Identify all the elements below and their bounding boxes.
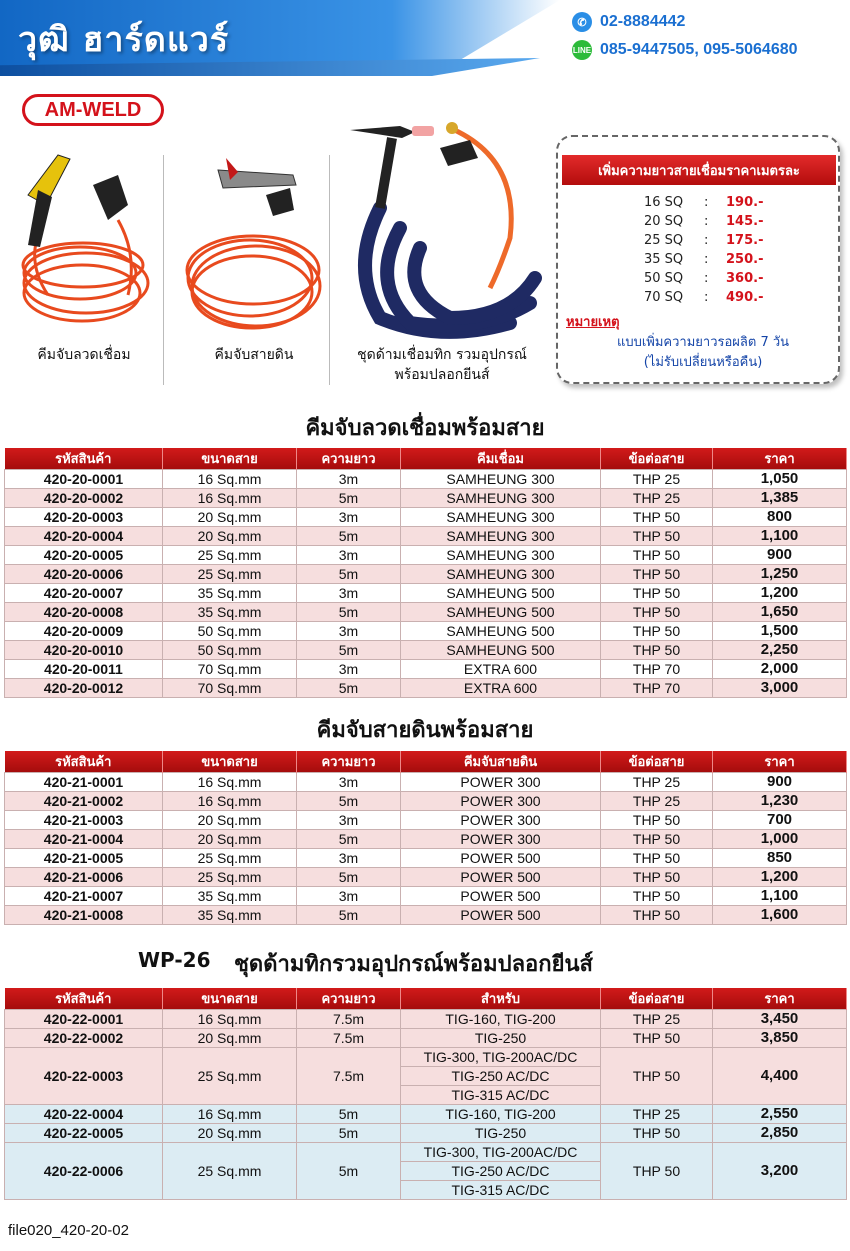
cell-price: 3,000 [713, 679, 847, 698]
cell-price: 1,000 [713, 830, 847, 849]
table-row [5, 830, 847, 849]
cell-price: 1,600 [713, 906, 847, 925]
cell-product-code: 420-21-0001 [5, 773, 163, 792]
cell-connector: THP 50 [601, 546, 713, 565]
extension-price-row [644, 233, 786, 248]
product-caption-ground-clamp: คีมจับสายดิน [214, 347, 294, 363]
extension-price-box [556, 135, 840, 384]
cell-product-code: 420-20-0002 [5, 489, 163, 508]
table-header-row [5, 988, 847, 1010]
cell-price: 900 [713, 773, 847, 792]
cell-product-code: 420-20-0001 [5, 470, 163, 489]
cell-cable-length: 5m [297, 1143, 401, 1200]
note-line1: แบบเพิ่มความยาวรอผลิต 7 วัน [616, 335, 790, 350]
column-header-connector: ข้อต่อสาย [601, 988, 713, 1010]
divider [329, 155, 330, 385]
column-header-product-code: รหัสสินค้า [5, 751, 163, 773]
cell-cable-size: 70 Sq.mm [163, 679, 297, 698]
cell-product-code: 420-22-0004 [5, 1105, 163, 1124]
cell-model: EXTRA 600 [401, 679, 601, 698]
price-per-meter: 490.- [726, 290, 764, 305]
cell-price: 2,250 [713, 641, 847, 660]
cell-price: 1,200 [713, 868, 847, 887]
cell-product-code: 420-22-0003 [5, 1048, 163, 1105]
cell-product-code: 420-20-0003 [5, 508, 163, 527]
cell-price: 2,550 [713, 1105, 847, 1124]
cell-cable-size: 25 Sq.mm [163, 565, 297, 584]
product-caption-tig-torch-line1: ชุดด้ามเชื่อมทิก รวมอุปกรณ์ [357, 347, 527, 363]
cell-price: 1,100 [713, 887, 847, 906]
cell-cable-size: 25 Sq.mm [163, 868, 297, 887]
extension-price-title: เพิ่มความยาวสายเชื่อมราคาเมตรละ [562, 155, 836, 185]
cell-cable-size: 16 Sq.mm [163, 1105, 297, 1124]
cell-product-code: 420-22-0002 [5, 1029, 163, 1048]
cell-cable-length: 7.5m [297, 1010, 401, 1029]
separator: : [704, 290, 709, 305]
cell-model: TIG-315 AC/DC [401, 1181, 601, 1200]
cell-price: 900 [713, 546, 847, 565]
table-row [5, 887, 847, 906]
cell-product-code: 420-22-0006 [5, 1143, 163, 1200]
column-header-cable-size: ขนาดสาย [163, 751, 297, 773]
table-row [5, 565, 847, 584]
column-header-cable-length: ความยาว [297, 751, 401, 773]
cell-cable-size: 70 Sq.mm [163, 660, 297, 679]
note-line2: (ไม่รับเปลี่ยนหรือคืน) [643, 355, 763, 370]
cell-price: 1,200 [713, 584, 847, 603]
cell-price: 3,850 [713, 1029, 847, 1048]
cell-cable-size: 20 Sq.mm [163, 1029, 297, 1048]
cell-model: TIG-160, TIG-200 [401, 1105, 601, 1124]
cell-cable-length: 5m [297, 603, 401, 622]
cell-price: 850 [713, 849, 847, 868]
note-title: หมายเหตุ [566, 315, 620, 330]
cell-connector: THP 50 [601, 584, 713, 603]
cell-cable-length: 5m [297, 527, 401, 546]
column-header-cable-length: ความยาว [297, 988, 401, 1010]
table-header-row [5, 448, 847, 470]
cell-cable-size: 25 Sq.mm [163, 546, 297, 565]
price-per-meter: 145.- [726, 214, 764, 229]
phone-number[interactable]: 02-8884442 [600, 13, 686, 30]
cell-model: SAMHEUNG 300 [401, 470, 601, 489]
cell-connector: THP 25 [601, 489, 713, 508]
cell-model: TIG-250 AC/DC [401, 1067, 601, 1086]
cell-cable-size: 20 Sq.mm [163, 1124, 297, 1143]
electrode-holder-image [8, 145, 158, 335]
cell-connector: THP 50 [601, 508, 713, 527]
cell-cable-length: 5m [297, 679, 401, 698]
cell-model: TIG-300, TIG-200AC/DC [401, 1143, 601, 1162]
cell-connector: THP 25 [601, 792, 713, 811]
section-model: WP-26 [138, 948, 211, 972]
cell-price: 1,100 [713, 527, 847, 546]
column-header-model: คีมเชื่อม [401, 448, 601, 470]
line-contact[interactable] [572, 40, 798, 60]
cell-connector: THP 50 [601, 603, 713, 622]
cell-cable-length: 3m [297, 773, 401, 792]
electrode-holder-table [4, 448, 847, 698]
ground-clamp-image [178, 150, 328, 340]
table-row [5, 1048, 847, 1067]
cell-connector: THP 70 [601, 679, 713, 698]
cell-cable-size: 25 Sq.mm [163, 1143, 297, 1200]
column-header-connector: ข้อต่อสาย [601, 751, 713, 773]
cell-model: SAMHEUNG 300 [401, 565, 601, 584]
cell-cable-length: 3m [297, 887, 401, 906]
cell-cable-length: 5m [297, 906, 401, 925]
column-header-model: สำหรับ [401, 988, 601, 1010]
price-per-meter: 175.- [726, 233, 764, 248]
cell-price: 2,000 [713, 660, 847, 679]
cable-size: 70 SQ [644, 290, 684, 305]
table-row [5, 868, 847, 887]
cell-product-code: 420-20-0009 [5, 622, 163, 641]
cell-cable-size: 20 Sq.mm [163, 527, 297, 546]
table-row [5, 660, 847, 679]
cell-cable-length: 7.5m [297, 1048, 401, 1105]
cell-price: 1,250 [713, 565, 847, 584]
separator: : [704, 214, 709, 229]
column-header-cable-size: ขนาดสาย [163, 448, 297, 470]
cell-model: SAMHEUNG 300 [401, 546, 601, 565]
extension-price-row [644, 290, 786, 305]
cell-connector: THP 50 [601, 849, 713, 868]
cell-model: SAMHEUNG 300 [401, 508, 601, 527]
cell-model: POWER 300 [401, 811, 601, 830]
column-header-product-code: รหัสสินค้า [5, 448, 163, 470]
column-header-cable-size: ขนาดสาย [163, 988, 297, 1010]
table-row [5, 792, 847, 811]
separator: : [704, 271, 709, 286]
cell-product-code: 420-21-0004 [5, 830, 163, 849]
cell-model: SAMHEUNG 300 [401, 527, 601, 546]
table-row [5, 641, 847, 660]
tig-torch-image [340, 118, 550, 346]
extension-price-row [644, 195, 786, 210]
cell-cable-length: 3m [297, 584, 401, 603]
cell-cable-length: 5m [297, 792, 401, 811]
section-title-tig-torch: ชุดด้ามทิกรวมอุปกรณ์พร้อมปลอกยีนส์ [234, 952, 593, 977]
line-app-icon: LINE [572, 40, 592, 60]
section-title-ground-clamp: คีมจับสายดินพร้อมสาย [316, 718, 534, 743]
cell-model: TIG-160, TIG-200 [401, 1010, 601, 1029]
cell-product-code: 420-20-0011 [5, 660, 163, 679]
cell-cable-size: 20 Sq.mm [163, 830, 297, 849]
cell-connector: THP 50 [601, 1029, 713, 1048]
phone-contact[interactable] [572, 12, 685, 32]
cell-cable-length: 5m [297, 1105, 401, 1124]
table-row [5, 1029, 847, 1048]
cell-price: 4,400 [713, 1048, 847, 1105]
cell-cable-size: 50 Sq.mm [163, 622, 297, 641]
extension-price-row [644, 252, 786, 267]
extension-price-row [644, 271, 786, 286]
cell-cable-size: 35 Sq.mm [163, 906, 297, 925]
table-row [5, 811, 847, 830]
cell-connector: THP 50 [601, 527, 713, 546]
cell-price: 2,850 [713, 1124, 847, 1143]
cell-product-code: 420-21-0002 [5, 792, 163, 811]
cell-connector: THP 50 [601, 1143, 713, 1200]
table-row [5, 584, 847, 603]
cell-model: TIG-250 [401, 1124, 601, 1143]
brand-name: วุฒิ ฮาร์ดแวร์ [18, 20, 230, 60]
price-per-meter: 250.- [726, 252, 764, 267]
cell-cable-length: 5m [297, 868, 401, 887]
cell-cable-length: 3m [297, 622, 401, 641]
cell-model: SAMHEUNG 500 [401, 584, 601, 603]
cell-price: 800 [713, 508, 847, 527]
cell-connector: THP 25 [601, 470, 713, 489]
cell-model: SAMHEUNG 500 [401, 622, 601, 641]
line-numbers[interactable]: 085-9447505, 095-5064680 [600, 41, 798, 58]
table-row [5, 1010, 847, 1029]
table-row [5, 1143, 847, 1162]
table-row [5, 906, 847, 925]
extension-price-row [644, 214, 786, 229]
cell-cable-length: 5m [297, 1124, 401, 1143]
cell-price: 1,500 [713, 622, 847, 641]
cell-connector: THP 50 [601, 830, 713, 849]
cell-cable-length: 3m [297, 811, 401, 830]
cable-size: 50 SQ [644, 271, 684, 286]
cell-cable-size: 16 Sq.mm [163, 773, 297, 792]
cell-cable-size: 25 Sq.mm [163, 1048, 297, 1105]
cell-cable-size: 35 Sq.mm [163, 584, 297, 603]
cell-product-code: 420-22-0005 [5, 1124, 163, 1143]
cell-product-code: 420-20-0006 [5, 565, 163, 584]
cell-product-code: 420-20-0010 [5, 641, 163, 660]
cell-price: 1,650 [713, 603, 847, 622]
cell-model: POWER 500 [401, 887, 601, 906]
table-row [5, 489, 847, 508]
cable-size: 25 SQ [644, 233, 684, 248]
cell-price: 700 [713, 811, 847, 830]
cell-cable-length: 3m [297, 546, 401, 565]
cell-cable-size: 16 Sq.mm [163, 1010, 297, 1029]
tig-torch-table [4, 988, 847, 1200]
cell-connector: THP 50 [601, 906, 713, 925]
note-body [578, 333, 828, 373]
cell-product-code: 420-21-0005 [5, 849, 163, 868]
cable-size: 35 SQ [644, 252, 684, 267]
ground-clamp-table [4, 751, 847, 925]
cell-cable-size: 16 Sq.mm [163, 470, 297, 489]
cell-cable-size: 35 Sq.mm [163, 887, 297, 906]
cell-connector: THP 50 [601, 1124, 713, 1143]
cell-connector: THP 70 [601, 660, 713, 679]
cell-product-code: 420-20-0012 [5, 679, 163, 698]
product-caption-tig-torch-line2: พร้อมปลอกยีนส์ [394, 367, 490, 383]
cell-cable-length: 3m [297, 660, 401, 679]
cell-model: POWER 300 [401, 792, 601, 811]
cell-cable-length: 5m [297, 489, 401, 508]
column-header-cable-length: ความยาว [297, 448, 401, 470]
table-row [5, 1124, 847, 1143]
file-name: file020_420-20-02 [8, 1222, 129, 1239]
column-header-product-code: รหัสสินค้า [5, 988, 163, 1010]
table-row [5, 773, 847, 792]
cell-price: 1,050 [713, 470, 847, 489]
cell-model: POWER 300 [401, 773, 601, 792]
cell-model: TIG-300, TIG-200AC/DC [401, 1048, 601, 1067]
cell-cable-size: 20 Sq.mm [163, 811, 297, 830]
cell-model: TIG-250 [401, 1029, 601, 1048]
cell-model: POWER 500 [401, 868, 601, 887]
cell-cable-length: 7.5m [297, 1029, 401, 1048]
cell-model: POWER 300 [401, 830, 601, 849]
separator: : [704, 233, 709, 248]
table-row [5, 603, 847, 622]
cell-model: POWER 500 [401, 906, 601, 925]
cell-price: 3,200 [713, 1143, 847, 1200]
cell-connector: THP 50 [601, 811, 713, 830]
table-row [5, 622, 847, 641]
cell-cable-size: 35 Sq.mm [163, 603, 297, 622]
column-header-connector: ข้อต่อสาย [601, 448, 713, 470]
table-header-row [5, 751, 847, 773]
cell-cable-length: 5m [297, 641, 401, 660]
cell-cable-size: 16 Sq.mm [163, 792, 297, 811]
table-row [5, 546, 847, 565]
section-title-electrode-holder: คีมจับลวดเชื่อมพร้อมสาย [305, 416, 545, 441]
price-per-meter: 190.- [726, 195, 764, 210]
cell-price: 3,450 [713, 1010, 847, 1029]
cell-cable-size: 16 Sq.mm [163, 489, 297, 508]
cell-cable-size: 25 Sq.mm [163, 849, 297, 868]
cell-product-code: 420-21-0008 [5, 906, 163, 925]
cell-connector: THP 25 [601, 1010, 713, 1029]
column-header-model: คีมจับสายดิน [401, 751, 601, 773]
cell-connector: THP 50 [601, 887, 713, 906]
cell-model: SAMHEUNG 500 [401, 603, 601, 622]
table-row [5, 1105, 847, 1124]
cell-connector: THP 50 [601, 565, 713, 584]
cell-product-code: 420-20-0004 [5, 527, 163, 546]
separator: : [704, 195, 709, 210]
product-caption-electrode-holder: คีมจับลวดเชื่อม [37, 347, 131, 363]
divider [163, 155, 164, 385]
cell-cable-size: 50 Sq.mm [163, 641, 297, 660]
page-header [0, 0, 850, 78]
cell-cable-length: 5m [297, 565, 401, 584]
price-per-meter: 360.- [726, 271, 764, 286]
cable-size: 20 SQ [644, 214, 684, 229]
cell-connector: THP 50 [601, 868, 713, 887]
cell-product-code: 420-22-0001 [5, 1010, 163, 1029]
table-row [5, 470, 847, 489]
cell-price: 1,385 [713, 489, 847, 508]
separator: : [704, 252, 709, 267]
am-weld-logo: AM-WELD [22, 94, 164, 126]
cell-model: TIG-315 AC/DC [401, 1086, 601, 1105]
cell-product-code: 420-21-0006 [5, 868, 163, 887]
cell-connector: THP 25 [601, 773, 713, 792]
phone-icon: ✆ [572, 12, 592, 32]
cell-model: SAMHEUNG 500 [401, 641, 601, 660]
product-caption-tig-torch [334, 345, 550, 385]
cell-cable-size: 20 Sq.mm [163, 508, 297, 527]
cell-product-code: 420-20-0007 [5, 584, 163, 603]
cell-connector: THP 50 [601, 641, 713, 660]
cell-cable-length: 3m [297, 470, 401, 489]
cell-connector: THP 50 [601, 1048, 713, 1105]
cell-product-code: 420-21-0003 [5, 811, 163, 830]
cell-product-code: 420-21-0007 [5, 887, 163, 906]
column-header-price: ราคา [713, 448, 847, 470]
column-header-price: ราคา [713, 751, 847, 773]
cell-product-code: 420-20-0008 [5, 603, 163, 622]
table-row [5, 679, 847, 698]
cell-connector: THP 25 [601, 1105, 713, 1124]
table-row [5, 508, 847, 527]
cell-product-code: 420-20-0005 [5, 546, 163, 565]
table-row [5, 849, 847, 868]
cell-price: 1,230 [713, 792, 847, 811]
cell-cable-length: 3m [297, 849, 401, 868]
cell-cable-length: 5m [297, 830, 401, 849]
cell-connector: THP 50 [601, 622, 713, 641]
cable-size: 16 SQ [644, 195, 684, 210]
cell-model: TIG-250 AC/DC [401, 1162, 601, 1181]
table-row [5, 527, 847, 546]
cell-model: SAMHEUNG 300 [401, 489, 601, 508]
cell-model: POWER 500 [401, 849, 601, 868]
column-header-price: ราคา [713, 988, 847, 1010]
cell-cable-length: 3m [297, 508, 401, 527]
cell-model: EXTRA 600 [401, 660, 601, 679]
